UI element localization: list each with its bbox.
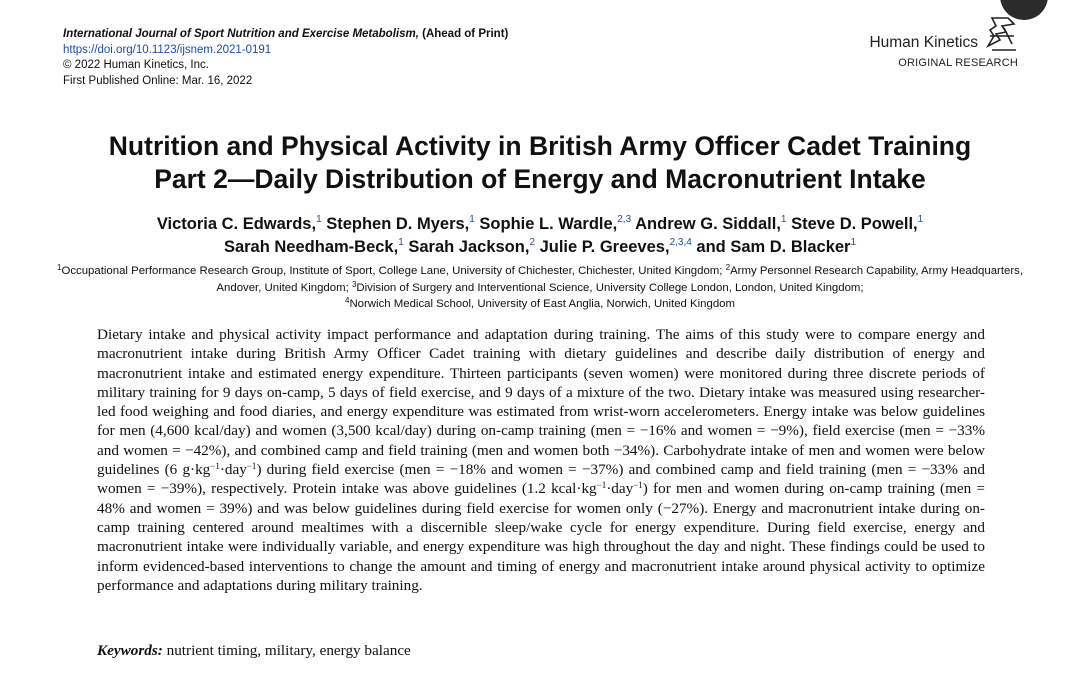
copyright: © 2022 Human Kinetics, Inc. [63,59,209,71]
author-affiliation-ref[interactable]: 1 [780,214,787,225]
author-list [40,213,1040,259]
article-title [40,130,1040,196]
author [791,215,923,233]
publisher-block [869,14,1018,69]
affiliation-number: 1 [57,263,62,272]
author [479,215,631,233]
author-name: Victoria C. Edwards, [156,215,317,233]
keywords-label: Keywords: [97,642,163,659]
superscript: −1 [633,480,643,491]
author-affiliation-ref[interactable]: 2,3,4 [669,237,692,248]
author-affiliation-ref[interactable]: 1 [850,237,857,248]
affiliation-text: Division of Surgery and Interventional Science, University College London, London, United Kingdom; [356,281,864,294]
author [696,238,856,256]
author-affiliation-ref[interactable]: 1 [469,214,475,225]
human-kinetics-logo-icon [984,14,1018,54]
abstract [97,325,985,595]
author-name: Sophie L. Wardle, [479,215,618,233]
author-name: Sarah Jackson, [408,238,530,256]
abstract-text: ) for men and women during on-camp training (men = 48% and women = 39%) and was below guidelines during field exercise for women only (−27%). Energy and macronutrient intake during on-camp training centered around mealtimes with a discernible sleep/wake cycle for energy expenditure. During field exercise, energy and macronutrient intake were individually variable, and energy expenditure was high throughout the day and night. These findings could be used to inform evidenced-based interventions to change the amount and timing of energy and macronutrient intake around physical activity to optimize performance and adaptations during military training. [97,480,985,594]
author-affiliation-ref[interactable]: 2 [529,237,535,248]
journal-status: (Ahead of Print) [418,28,509,40]
author-affiliation-ref[interactable]: 1 [398,237,404,248]
affiliation-number: 2 [725,263,731,272]
abstract-text: ) during field exercise (men = −18% and women = −37%) and combined camp and field training (men = −33% and women = −39%), respectively. Protein intake was above guidelines (1.2 kcal·kg [97,461,985,498]
affiliation-text: Occupational Performance Research Group, Institute of Sport, College Lane, University of Chichester, Chichester, United Kingdom; [61,265,723,277]
superscript: −1 [210,461,220,472]
keywords [97,641,411,660]
author-affiliation-ref[interactable]: 1 [316,214,322,225]
author-affiliation-ref[interactable]: 2,3 [617,214,632,225]
author-name: and Sam D. Blacker [696,238,851,256]
abstract-text: ·day [219,461,247,479]
keywords-text: nutrient timing, military, energy balance [162,642,411,659]
journal-name: International Journal of Sport Nutrition and Exercise Metabolism, [63,28,419,40]
author [326,215,475,233]
affiliation-number: 4 [345,296,350,305]
title-line-2: Part 2—Daily Distribution of Energy and Macronutrient Intake [154,164,926,194]
journal-header [63,27,508,89]
author-name: Sarah Needham-Beck, [223,238,399,256]
author-name: Stephen D. Myers, [326,215,470,233]
author [635,215,786,233]
author-name: Steve D. Powell, [791,215,918,233]
affiliation-text: Army Personnel Research Capability, Army Headquarters, Andover, United Kingdom; [216,265,1023,294]
title-line-1: Nutrition and Physical Activity in British Army Officer Cadet Training [108,131,972,161]
author-affiliation-ref[interactable]: 1 [917,214,924,225]
affiliation-text: Norwich Medical School, University of East Anglia, Norwich, United Kingdom [349,298,735,310]
journal-citation [63,27,508,43]
publisher-name: Human Kinetics [869,34,978,51]
affiliations [55,263,1025,313]
superscript: −1 [596,480,607,491]
author [224,238,404,256]
doi-link[interactable]: https://doi.org/10.1123/ijsnem.2021-0191 [63,43,272,56]
publication-date: First Published Online: Mar. 16, 2022 [63,74,253,87]
affiliation-number: 3 [351,279,357,289]
abstract-text: ·day [606,480,634,498]
author [157,215,322,233]
abstract-text: Dietary intake and physical activity impact performance and adaptation during training. The aims of this study were to compare energy and macronutrient intake during British Army Officer Cadet training with dietary guidelines and describe daily distribution of energy and macronutrient intake and estimated energy expenditure. Thirteen participants (seven women) were monitored during three discrete periods of military training for 9 days on-camp, 5 days of field exercise, and 9 days of a mixture of the two. Dietary intake was measured using researcher-led food weighing and food diaries, and energy expenditure was estimated from wrist-worn accelerometers. Energy intake was below guidelines for men (4,600 kcal/day) and women (3,500 kcal/day) during on-camp training (men = −16% and women = −9%), field exercise (men = −33% and women = −42%), and combined camp and field training (men and women both −34%). Carbohydrate intake of men and women were below guidelines (6 g·kg [97,326,985,479]
author [408,238,535,256]
author [540,238,692,256]
superscript: −1 [246,461,257,472]
article-type: ORIGINAL RESEARCH [898,57,1018,69]
author-name: Julie P. Greeves, [539,238,670,256]
author-name: Andrew G. Siddall, [635,215,781,233]
